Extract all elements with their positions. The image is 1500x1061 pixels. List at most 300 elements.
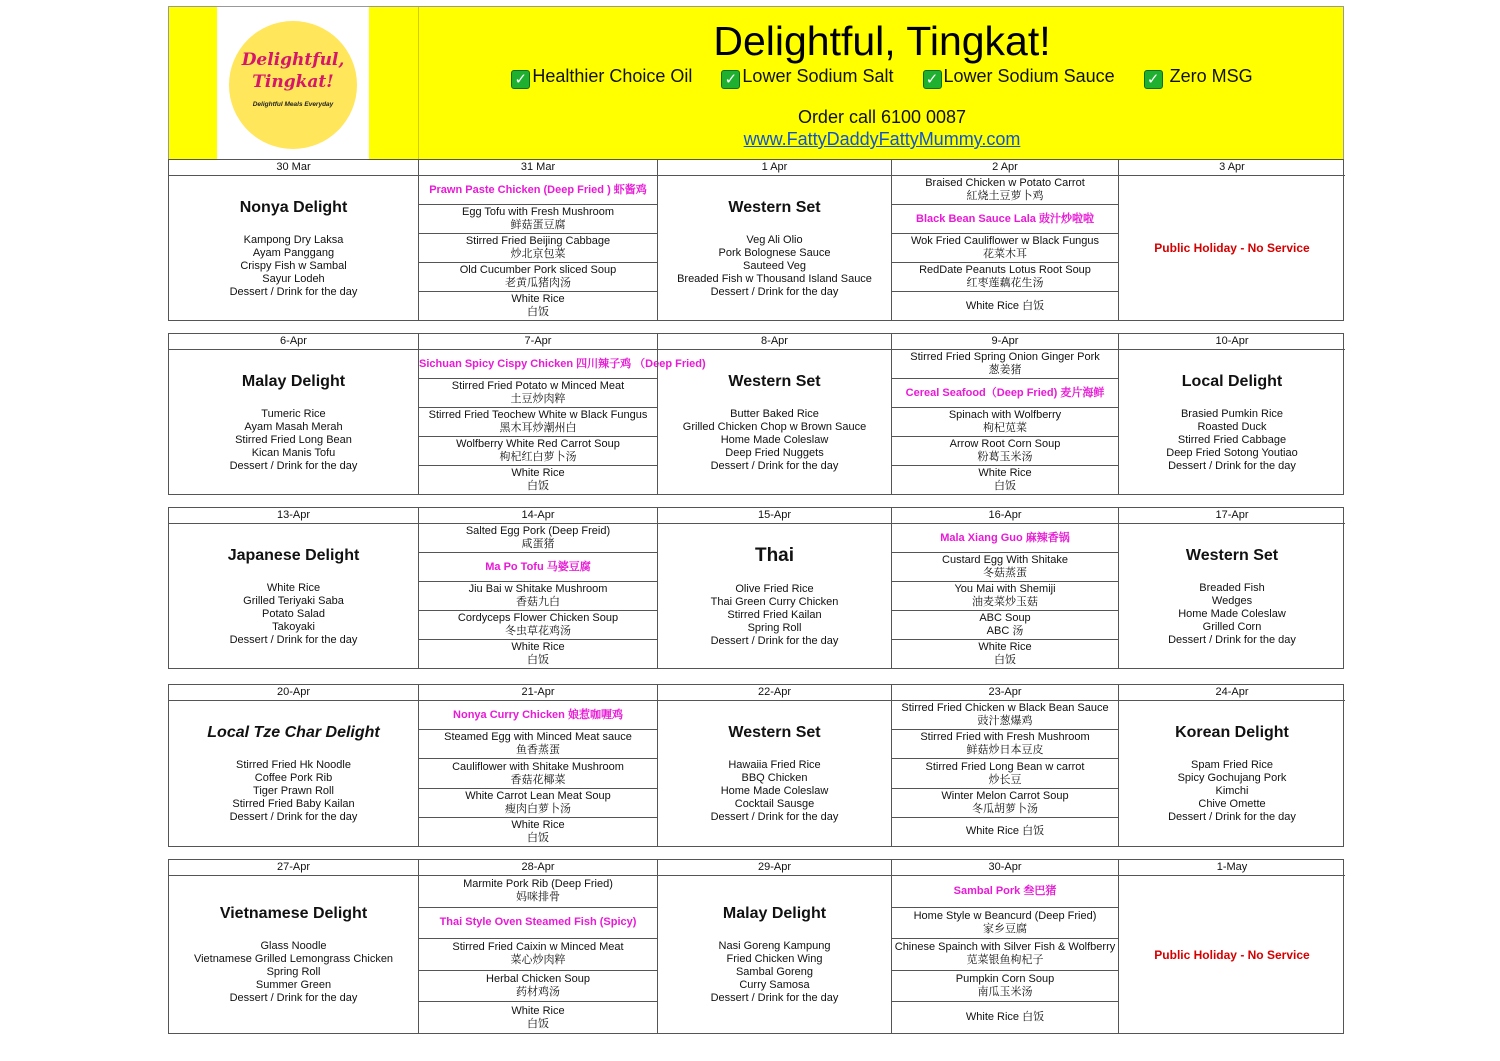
dish-item <box>892 701 1118 730</box>
dish-item <box>892 234 1118 263</box>
feature-item <box>1144 64 1253 89</box>
day-date: 23-Apr <box>892 685 1118 701</box>
day-date: 31 Mar <box>419 160 657 176</box>
dish-item <box>419 379 657 408</box>
dish-name: Cordyceps Flower Chicken Soup <box>457 612 619 624</box>
dish-name-chinese: 菜心炒肉粹 <box>510 954 566 967</box>
set-item: Thai Green Curry Chicken <box>710 595 839 608</box>
logo <box>217 7 369 160</box>
holiday-notice: Public Holiday - No Service <box>1154 241 1310 255</box>
dish-name: Cereal Seafood（Deep Fried) 麦片海鲜 <box>905 386 1105 399</box>
day-date: 1-May <box>1119 860 1345 876</box>
dish-list <box>419 701 657 846</box>
day-column <box>1118 508 1345 668</box>
set-title: Japanese Delight <box>227 546 360 564</box>
dish-item <box>892 640 1118 668</box>
day-column <box>1118 160 1345 320</box>
day-column <box>418 160 657 320</box>
set-item: Dessert / Drink for the day <box>1168 459 1296 472</box>
set-item: Sayur Lodeh <box>262 272 325 285</box>
dish-item <box>419 876 657 908</box>
feature-label: Healthier Choice Oil <box>532 66 693 86</box>
set-item: Hawaiia Fried Rice <box>728 759 821 771</box>
set-item: Veg Ali Olio <box>746 233 803 246</box>
dish-name: Stirred Fried Beijing Cabbage <box>465 235 611 247</box>
featured-dish <box>419 908 657 940</box>
set-item: Home Made Coleslaw <box>1178 607 1286 620</box>
dish-item <box>419 818 657 846</box>
dish-item <box>419 466 657 494</box>
dish-name-chinese: 鱼香蒸蛋 <box>516 744 560 757</box>
day-date: 20-Apr <box>169 685 418 701</box>
set-item: Olive Fried Rice <box>735 582 814 595</box>
logo-badge <box>229 21 357 149</box>
set-item: Spam Fried Rice <box>1191 759 1273 771</box>
day-date: 30 Mar <box>169 160 418 176</box>
day-column <box>657 860 891 1033</box>
set-title: Western Set <box>1185 546 1279 564</box>
dish-name: White Rice <box>511 1004 565 1017</box>
dish-name: Stirred Fried with Fresh Mushroom <box>920 731 1090 744</box>
day-column <box>891 685 1118 846</box>
dish-item <box>419 939 657 971</box>
day-column <box>657 160 891 320</box>
dish-name: Sichuan Spicy Cispy Chicken 四川辣子鸡 （Deep Fried) <box>419 357 706 370</box>
set-item: Curry Samosa <box>739 979 810 991</box>
page-title: Delightful, Tingkat! <box>713 18 1051 64</box>
set-item: Ayam Panggang <box>252 246 335 259</box>
dish-name-chinese: 瘦肉白萝卜汤 <box>505 802 571 815</box>
dish-name: ABC Soup <box>979 612 1031 624</box>
dish-name: You Mai with Shemiji <box>954 583 1056 595</box>
dish-name: Wok Fried Cauliflower w Black Fungus <box>910 235 1100 247</box>
dish-name: Nonya Curry Chicken 娘惹咖喱鸡 <box>453 708 623 721</box>
dish-name-chinese: 家乡豆腐 <box>983 922 1027 935</box>
set-item: Ayam Masah Merah <box>244 420 343 433</box>
dish-name-chinese: 白饭 <box>527 654 549 666</box>
dish-name-chinese: 白饭 <box>527 306 549 318</box>
dish-name-chinese: 鲜菇蛋豆腐 <box>510 219 566 231</box>
dish-item <box>419 759 657 788</box>
set-item: Grilled Teriyaki Saba <box>243 594 344 607</box>
dish-item <box>419 611 657 640</box>
dish-name: Thai Style Oven Steamed Fish (Spicy) <box>439 916 637 929</box>
feature-item <box>721 64 893 89</box>
set-item: Vietnamese Grilled Lemongrass Chicken <box>193 953 394 965</box>
day-date: 30-Apr <box>892 860 1118 876</box>
dish-name-chinese: 冬菇蒸蛋 <box>983 567 1027 579</box>
day-column <box>418 860 657 1033</box>
set-item: Brasied Pumkin Rice <box>1180 407 1284 420</box>
dish-item <box>892 1002 1118 1033</box>
set-menu <box>658 176 891 320</box>
dish-name: White Rice <box>511 641 565 653</box>
feature-label: Lower Sodium Sauce <box>943 66 1115 86</box>
dish-name-chinese: 老黄瓜猪肉汤 <box>505 277 571 289</box>
dish-name: Chinese Spainch with Silver Fish & Wolfberry <box>894 941 1116 954</box>
set-title: Western Set <box>728 372 821 390</box>
dish-name-chinese: 香菇九白 <box>516 596 560 608</box>
set-item: Spring Roll <box>266 966 321 978</box>
week-block <box>168 859 1344 1034</box>
dish-name-chinese: 白饭 <box>994 480 1016 492</box>
week-block <box>168 507 1344 669</box>
feature-list <box>419 64 1345 89</box>
day-column <box>891 334 1118 494</box>
set-item: Dessert / Drink for the day <box>229 992 358 1004</box>
set-menu <box>169 701 418 846</box>
featured-dish <box>892 876 1118 908</box>
day-date: 21-Apr <box>419 685 657 701</box>
dish-item <box>419 437 657 466</box>
dish-item <box>892 582 1118 611</box>
set-item: Dessert / Drink for the day <box>710 459 839 472</box>
dish-name-chinese: 黑木耳炒潮州白 <box>499 422 577 434</box>
dish-list <box>892 176 1118 320</box>
dish-name: White Rice <box>511 293 565 305</box>
set-menu <box>658 876 891 1033</box>
set-item: Nasi Goreng Kampung <box>718 940 831 952</box>
dish-item <box>419 205 657 234</box>
set-item: Kampong Dry Laksa <box>243 233 344 246</box>
dish-name-chinese: 炒长豆 <box>988 773 1022 786</box>
logo-tagline: Delightful Meals Everyday <box>252 101 334 108</box>
set-item: Stirred Fried Kailan <box>727 608 822 621</box>
set-title: Malay Delight <box>722 905 827 922</box>
dish-item <box>419 640 657 668</box>
dish-name: RedDate Peanuts Lotus Root Soup <box>919 264 1091 276</box>
dish-name: White Carrot Lean Meat Soup <box>465 789 611 802</box>
day-column <box>891 160 1118 320</box>
dish-list <box>892 701 1118 846</box>
dish-item <box>419 292 657 320</box>
set-item: Sauteed Veg <box>742 259 806 272</box>
set-item: Roasted Duck <box>1197 420 1267 433</box>
set-item: Stirred Fried Hk Noodle <box>236 759 351 771</box>
set-item: Stirred Fried Cabbage <box>1177 433 1287 446</box>
set-item: Breaded Fish w Thousand Island Sauce <box>677 272 872 285</box>
dish-item <box>419 1002 657 1033</box>
set-item: Takoyaki <box>272 620 315 633</box>
dish-name: Egg Tofu with Fresh Mushroom <box>461 206 615 218</box>
day-date: 9-Apr <box>892 334 1118 350</box>
dish-name-chinese: 白饭 <box>527 831 549 844</box>
day-column <box>657 508 891 668</box>
day-date: 14-Apr <box>419 508 657 524</box>
feature-item <box>923 64 1115 89</box>
dish-name: Black Bean Sauce Lala 豉汁炒啦啦 <box>916 212 1094 225</box>
dish-list <box>892 524 1118 668</box>
feature-label: Lower Sodium Salt <box>742 66 894 86</box>
featured-dish <box>892 205 1118 234</box>
dish-item <box>892 939 1118 971</box>
set-menu <box>658 524 891 668</box>
dish-item <box>892 466 1118 494</box>
dish-name: Mala Xiang Guo 麻辣香锅 <box>940 531 1070 544</box>
day-column <box>169 334 418 494</box>
set-item: Home Made Coleslaw <box>720 785 829 797</box>
dish-list <box>419 876 657 1033</box>
dish-name-chinese: 药材鸡汤 <box>516 986 560 999</box>
set-item: Dessert / Drink for the day <box>710 992 839 1004</box>
set-item: Grilled Chicken Chop w Brown Sauce <box>682 420 867 433</box>
dish-name: Winter Melon Carrot Soup <box>941 789 1069 802</box>
dish-name: Stirred Fried Long Bean w carrot <box>925 760 1085 773</box>
set-item: Pork Bolognese Sauce <box>718 246 831 259</box>
dish-name-chinese: 白饭 <box>527 480 549 492</box>
set-item: Grilled Corn <box>1202 620 1262 633</box>
dish-item <box>892 176 1118 205</box>
set-menu <box>1119 701 1345 846</box>
order-phone: Order call 6100 0087 <box>797 107 967 127</box>
dish-name: Arrow Root Corn Soup <box>949 438 1061 450</box>
set-item: BBQ Chicken <box>741 772 808 784</box>
set-item: Crispy Fish w Sambal <box>240 259 347 272</box>
dish-name-chinese: 冬虫草花鸡汤 <box>505 625 571 637</box>
dish-item <box>892 730 1118 759</box>
dish-item <box>892 553 1118 582</box>
dish-name: Pumpkin Corn Soup <box>955 973 1055 986</box>
dish-item <box>892 350 1118 379</box>
set-item: Tumeric Rice <box>261 407 326 420</box>
set-menu <box>1119 524 1345 668</box>
set-item: Home Made Coleslaw <box>720 433 829 446</box>
set-title: Local Delight <box>1181 372 1283 390</box>
set-item: Dessert / Drink for the day <box>229 459 358 472</box>
day-column <box>418 508 657 668</box>
set-title: Western Set <box>728 198 821 216</box>
day-date: 15-Apr <box>658 508 891 524</box>
set-item: Dessert / Drink for the day <box>1168 811 1296 823</box>
dish-name-chinese: 南瓜玉米汤 <box>977 986 1033 999</box>
set-item: Spring Roll <box>747 621 802 634</box>
set-item: Tiger Prawn Roll <box>253 785 334 797</box>
set-item: Dessert / Drink for the day <box>710 285 839 298</box>
dish-name-chinese: 油麦菜炒玉菇 <box>972 596 1038 608</box>
dish-name-chinese: 白饭 <box>994 654 1016 666</box>
dish-name-chinese: 苋菜银鱼枸杞子 <box>966 954 1044 967</box>
check-icon: ✓ <box>923 70 942 89</box>
set-menu <box>169 350 418 494</box>
day-date: 3 Apr <box>1119 160 1345 176</box>
featured-dish <box>419 701 657 730</box>
set-item: Stirred Fried Long Bean <box>235 433 352 446</box>
dish-list <box>892 350 1118 494</box>
dish-item <box>892 437 1118 466</box>
day-date: 17-Apr <box>1119 508 1345 524</box>
dish-name: Marmite Pork Rib (Deep Fried) <box>463 878 613 891</box>
set-item: Butter Baked Rice <box>730 407 819 420</box>
set-menu <box>169 876 418 1033</box>
set-item: Stirred Fried Baby Kailan <box>232 798 355 810</box>
day-date: 10-Apr <box>1119 334 1345 350</box>
set-menu <box>169 524 418 668</box>
dish-name-chinese: 豉汁葱爆鸡 <box>977 715 1033 728</box>
set-item: Spicy Gochujang Pork <box>1177 772 1287 784</box>
day-date: 22-Apr <box>658 685 891 701</box>
dish-name-chinese: 妈咪排骨 <box>516 891 560 904</box>
day-date: 7-Apr <box>419 334 657 350</box>
set-menu <box>658 350 891 494</box>
dish-name: Herbal Chicken Soup <box>486 973 590 986</box>
dish-item <box>892 908 1118 940</box>
set-menu <box>658 701 891 846</box>
dish-name-chinese: 花菜木耳 <box>983 248 1027 260</box>
dish-item <box>892 789 1118 818</box>
menu-header <box>168 6 1344 160</box>
set-item: Deep Fried Nuggets <box>725 446 824 459</box>
dish-name: Stirred Fried Chicken w Black Bean Sauce <box>901 702 1109 715</box>
dish-item <box>892 818 1118 846</box>
set-menu <box>169 176 418 320</box>
dish-item <box>892 759 1118 788</box>
set-title: Western Set <box>728 724 821 741</box>
featured-dish <box>892 379 1118 408</box>
set-title: Korean Delight <box>1175 724 1289 741</box>
dish-name: White Rice <box>511 467 565 479</box>
day-date: 27-Apr <box>169 860 418 876</box>
dish-name-chinese: ABC 汤 <box>986 625 1024 637</box>
day-date: 24-Apr <box>1119 685 1345 701</box>
set-item: Cocktail Sausge <box>734 798 815 810</box>
set-item: Coffee Pork Rib <box>254 772 333 784</box>
set-item: Chive Omette <box>1198 798 1266 810</box>
set-item: Deep Fried Sotong Youtiao <box>1166 446 1298 459</box>
dish-name: Custard Egg With Shitake <box>942 554 1068 566</box>
dish-item <box>419 789 657 818</box>
dish-item <box>892 292 1118 320</box>
dish-name-chinese: 香菇花椰菜 <box>510 773 566 786</box>
day-column <box>891 860 1118 1033</box>
dish-name-chinese: 咸蛋猪 <box>521 538 555 550</box>
day-column <box>418 685 657 846</box>
set-title: Malay Delight <box>241 372 346 390</box>
dish-list <box>892 876 1118 1033</box>
set-title: Thai <box>754 544 795 566</box>
set-item: Dessert / Drink for the day <box>229 811 358 823</box>
dish-name: Stirred Fried Spring Onion Ginger Pork <box>910 351 1100 363</box>
dish-name: Spinach with Wolfberry <box>948 409 1062 421</box>
dish-item <box>419 971 657 1003</box>
dish-name: Prawn Paste Chicken (Deep Fried ) 虾酱鸡 <box>429 183 647 196</box>
website-link[interactable]: www.FattyDaddyFattyMummy.com <box>743 129 1021 149</box>
dish-name: Sambal Pork 叁巴猪 <box>953 884 1057 897</box>
dish-list <box>419 524 657 668</box>
set-item: Dessert / Drink for the day <box>710 811 839 823</box>
day-column <box>169 508 418 668</box>
dish-name: Braised Chicken w Potato Carrot <box>925 177 1085 189</box>
set-title: Local Tze Char Delight <box>207 724 380 741</box>
dish-item <box>892 971 1118 1003</box>
set-item: Wedges <box>1211 594 1253 607</box>
dish-name: Stirred Fried Caixin w Minced Meat <box>452 941 624 954</box>
day-column <box>169 860 418 1033</box>
dish-list <box>419 176 657 320</box>
check-icon: ✓ <box>511 70 530 89</box>
dish-name-chinese: 粉葛玉米汤 <box>977 451 1033 463</box>
week-block <box>168 333 1344 495</box>
dish-name: White Rice <box>978 467 1032 479</box>
day-column <box>657 334 891 494</box>
set-menu <box>1119 350 1345 494</box>
featured-dish <box>419 176 657 205</box>
week-block <box>168 684 1344 847</box>
dish-item <box>419 263 657 292</box>
holiday-notice: Public Holiday - No Service <box>1154 947 1310 962</box>
dish-name: Old Cucumber Pork sliced Soup <box>459 264 617 276</box>
day-column <box>657 685 891 846</box>
dish-name: Ma Po Tofu 马婆豆腐 <box>485 560 591 573</box>
day-column <box>1118 685 1345 846</box>
dish-name: White Rice <box>511 818 565 831</box>
feature-item <box>511 64 692 89</box>
featured-dish <box>419 350 706 379</box>
dish-name-chinese: 紅烧土豆萝卜鸡 <box>966 190 1044 202</box>
dish-item <box>892 263 1118 292</box>
dish-name: White Rice 白饭 <box>965 825 1045 838</box>
week-block <box>168 159 1344 321</box>
set-item: Kimchi <box>1215 785 1249 797</box>
dish-item <box>419 730 657 759</box>
set-item: Dessert / Drink for the day <box>229 633 358 646</box>
dish-name-chinese: 炒北京包菜 <box>510 248 566 260</box>
set-item: Sambal Goreng <box>735 966 814 978</box>
set-item: White Rice <box>266 581 321 594</box>
day-column <box>169 685 418 846</box>
feature-label: Zero MSG <box>1169 66 1253 86</box>
dish-name: Jiu Bai w Shitake Mushroom <box>468 583 608 595</box>
dish-item <box>892 611 1118 640</box>
dish-item <box>892 408 1118 437</box>
dish-item <box>419 408 657 437</box>
set-title: Nonya Delight <box>239 198 348 216</box>
day-column <box>169 160 418 320</box>
day-date: 13-Apr <box>169 508 418 524</box>
day-date: 28-Apr <box>419 860 657 876</box>
dish-item <box>419 582 657 611</box>
dish-name: Steamed Egg with Minced Meat sauce <box>444 731 632 744</box>
set-item: Fried Chicken Wing <box>726 953 823 965</box>
day-date: 16-Apr <box>892 508 1118 524</box>
day-column <box>418 334 706 494</box>
set-item: Breaded Fish <box>1199 581 1265 594</box>
check-icon: ✓ <box>1144 70 1163 89</box>
set-item: Dessert / Drink for the day <box>229 285 358 298</box>
dish-name-chinese: 枸杞红白萝卜汤 <box>499 451 577 463</box>
set-item: Kican Manis Tofu <box>251 446 336 459</box>
dish-name-chinese: 土豆炒肉粹 <box>510 393 566 405</box>
featured-dish <box>892 524 1118 553</box>
dish-name: Home Style w Beancurd (Deep Fried) <box>913 909 1097 922</box>
dish-name: White Rice 白饭 <box>965 1011 1045 1024</box>
set-item: Dessert / Drink for the day <box>1168 633 1296 646</box>
dish-name-chinese: 枸杞苋菜 <box>983 422 1027 434</box>
dish-name: White Rice 白饭 <box>965 299 1045 312</box>
day-date: 8-Apr <box>658 334 891 350</box>
day-date: 2 Apr <box>892 160 1118 176</box>
day-date: 1 Apr <box>658 160 891 176</box>
day-column <box>1118 334 1345 494</box>
dish-name-chinese: 冬瓜胡萝卜汤 <box>972 802 1038 815</box>
set-item: Glass Noodle <box>260 940 327 952</box>
set-item: Potato Salad <box>262 607 325 620</box>
dish-name-chinese: 葱姜猪 <box>988 364 1022 376</box>
dish-name-chinese: 红枣莲藕花生汤 <box>966 277 1044 289</box>
dish-name: Stirred Fried Teochew White w Black Fungus <box>428 409 648 421</box>
dish-name: Wolfberry White Red Carrot Soup <box>456 438 620 450</box>
dish-name-chinese: 白饭 <box>527 1017 549 1030</box>
set-title: Vietnamese Delight <box>219 905 368 922</box>
